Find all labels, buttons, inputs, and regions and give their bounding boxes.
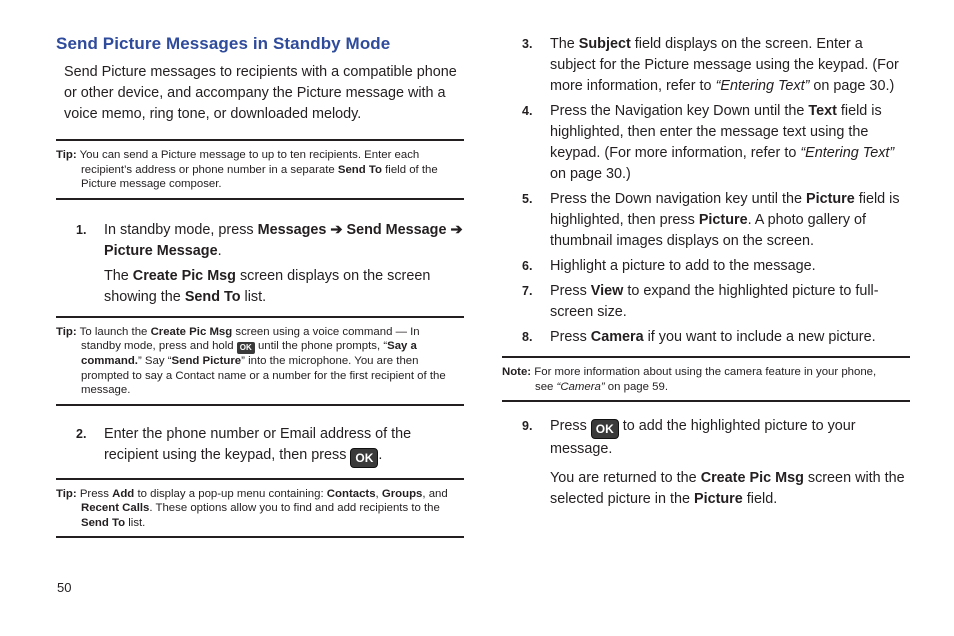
- step-3: [502, 34, 910, 97]
- step-number: 7.: [522, 284, 533, 298]
- step-text: The Subject field displays on the screen. Enter a subject for the Picture message using the keypad. (For more information, refer to “Entering Text” on page 30.): [550, 36, 899, 94]
- step-text: Press View to expand the highlighted picture to full-screen size.: [550, 283, 879, 320]
- tip-bold: Send To: [337, 163, 382, 176]
- tip-box-2: Tip: To launch the Create Pic Msg screen using a voice command — In standby mode, press and hold OK until the phone prompts, “Say a command.” Say “Send Picture” into the microphone. You are then prompted to say a Contact name or a number for the first recipient of the message.: [56, 316, 464, 406]
- step-subtext: The Create Pic Msg screen displays on the screen showing the Send To list.: [104, 267, 431, 305]
- step-number: 8.: [522, 330, 533, 344]
- step-9: [502, 416, 910, 510]
- step-1: [56, 220, 464, 308]
- step-number: 9.: [522, 419, 533, 433]
- step-8: [502, 327, 910, 348]
- step-number: 4.: [522, 104, 533, 118]
- step-number: 5.: [522, 192, 533, 206]
- step-4: [502, 101, 910, 185]
- step-number: 1.: [76, 222, 87, 237]
- step-number: 6.: [522, 259, 533, 273]
- tip-box-1: [56, 139, 464, 200]
- step-text: Press the Down navigation key until the Picture field is highlighted, then press Picture. A photo gallery of thumbnail images displays on the screen.: [550, 191, 900, 249]
- step-subtext: You are returned to the Create Pic Msg screen with the selected picture in the Picture field.: [550, 470, 905, 507]
- ok-key-icon: OK: [591, 419, 619, 439]
- ok-key-icon: OK: [350, 448, 378, 468]
- tip-label: Tip:: [56, 487, 77, 500]
- step-5: [502, 189, 910, 252]
- step-6: [502, 256, 910, 277]
- section-heading: Send Picture Messages in Standby Mode: [56, 34, 391, 53]
- step-text: Press the Navigation key Down until the Text field is highlighted, then enter the message text using the keypad. (For more information, refer to “Entering Text” on page 30.): [550, 103, 895, 182]
- note-label: Note:: [502, 366, 532, 378]
- right-column: [502, 34, 910, 510]
- tip-text: You can send a Picture message to up to ten recipients. Enter each: [76, 149, 420, 161]
- intro-paragraph: Send Picture messages to recipients with a compatible phone or other device, and accompany the Picture message with a voice memo, ring tone, or downloaded melody.: [64, 64, 457, 122]
- note-box: Note: For more information about using the camera feature in your phone, see “Camera” on page 59.: [502, 356, 910, 402]
- step-text: In standby mode, press Messages ➔ Send Message ➔ Picture Message.: [104, 221, 463, 259]
- step-text: Press Camera if you want to include a new picture.: [550, 329, 876, 345]
- step-7: [502, 281, 910, 323]
- step-text: Press OK to add the highlighted picture to your message.: [550, 418, 856, 457]
- step-number: 3.: [522, 37, 533, 51]
- tip-box-3: Tip: Press Add to display a pop-up menu containing: Contacts, Groups, and Recent Calls. These options allow you to find and add recipients to the Send To list.: [56, 478, 464, 539]
- step-2: [56, 424, 464, 468]
- tip-text: field of the Picture message composer.: [81, 163, 438, 190]
- step-text: Highlight a picture to add to the message.: [550, 258, 816, 274]
- step-number: 2.: [76, 426, 87, 441]
- tip-text: recipient’s address or phone number in a separate: [81, 163, 338, 176]
- step-text: Enter the phone number or Email address of the recipient using the keypad, then press OK .: [104, 424, 464, 468]
- page-number: 50: [57, 580, 72, 595]
- left-column: [56, 34, 464, 538]
- tip-label: Tip:: [56, 325, 77, 338]
- ok-key-icon: OK: [237, 342, 255, 354]
- tip-label: Tip:: [56, 149, 77, 161]
